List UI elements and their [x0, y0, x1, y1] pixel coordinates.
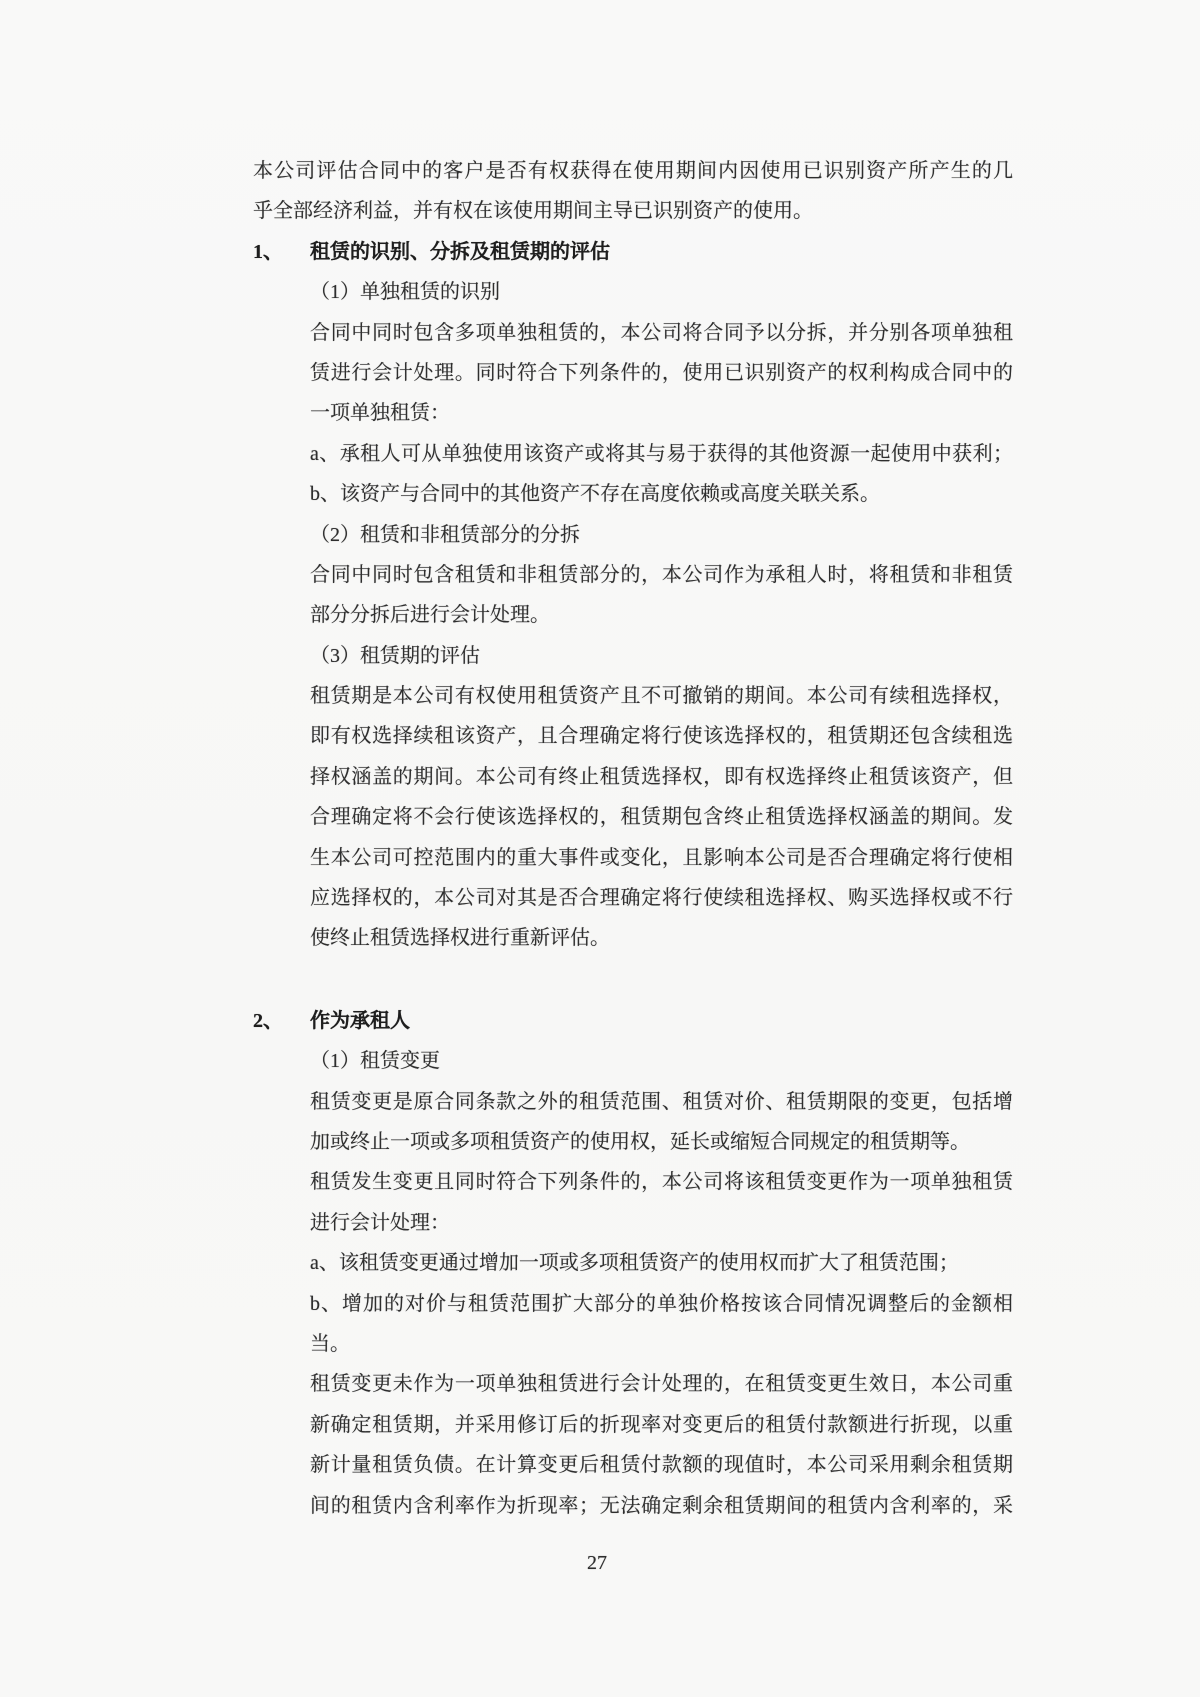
body-line: 新确定租赁期，并采用修订后的折现率对变更后的租赁付款额进行折现，以重	[310, 1413, 1013, 1436]
body-line: 应选择权的，本公司对其是否合理确定将行使续租选择权、购买选择权或不行	[310, 887, 1013, 910]
body-line: 间的租赁内含利率作为折现率；无法确定剩余租赁期间的租赁内含利率的，采	[310, 1494, 1013, 1517]
body-line: 部分分拆后进行会计处理。	[310, 604, 550, 627]
body-line: 使终止租赁选择权进行重新评估。	[310, 927, 610, 950]
section-title: 租赁的识别、分拆及租赁期的评估	[310, 240, 610, 263]
body-line: 即有权选择续租该资产，且合理确定将行使该选择权的，租赁期还包含续租选	[310, 725, 1013, 748]
body-line: 合同中同时包含多项单独租赁的，本公司将合同予以分拆，并分别各项单独租	[310, 321, 1013, 344]
section-1-heading	[253, 232, 1013, 272]
section-title: 作为承租人	[310, 1009, 410, 1032]
body-line: 当。	[310, 1332, 350, 1355]
page-number: 27	[587, 1552, 607, 1574]
section-number: 2、	[253, 1009, 283, 1032]
body-line: 一项单独租赁：	[310, 402, 450, 425]
body-line: 租赁期是本公司有权使用租赁资产且不可撤销的期间。本公司有续租选择权，	[310, 685, 1013, 708]
sub-heading: （2）租赁和非租赁部分的分拆	[310, 523, 580, 546]
body-line: 合同中同时包含租赁和非租赁部分的，本公司作为承租人时，将租赁和非租赁	[310, 563, 1013, 586]
body-line: 加或终止一项或多项租赁资产的使用权，延长或缩短合同规定的租赁期等。	[310, 1130, 970, 1153]
body-line: 租赁变更是原合同条款之外的租赁范围、租赁对价、租赁期限的变更，包括增	[310, 1090, 1013, 1113]
document-body	[253, 151, 1013, 1526]
intro-line: 乎全部经济利益，并有权在该使用期间主导已识别资产的使用。	[253, 200, 813, 223]
section-number: 1、	[253, 240, 283, 263]
body-line: 合理确定将不会行使该选择权的，租赁期包含终止租赁选择权涵盖的期间。发	[310, 806, 1013, 829]
sub-heading: （1）单独租赁的识别	[310, 281, 500, 304]
body-line: 择权涵盖的期间。本公司有终止租赁选择权，即有权选择终止租赁该资产，但	[310, 765, 1013, 788]
intro-line: 本公司评估合同中的客户是否有权获得在使用期间内因使用已识别资产所产生的几	[253, 160, 1013, 182]
section-2-heading	[253, 1001, 1013, 1041]
list-item: b、该资产与合同中的其他资产不存在高度依赖或高度关联关系。	[310, 483, 880, 506]
list-item: b、增加的对价与租赁范围扩大部分的单独价格按该合同情况调整后的金额相	[310, 1292, 1013, 1315]
blank-line	[253, 959, 1013, 1001]
body-line: 进行会计处理：	[310, 1211, 450, 1234]
list-item: a、该租赁变更通过增加一项或多项租赁资产的使用权而扩大了租赁范围；	[310, 1252, 959, 1275]
body-line: 租赁发生变更且同时符合下列条件的，本公司将该租赁变更作为一项单独租赁	[310, 1171, 1013, 1194]
body-line: 租赁变更未作为一项单独租赁进行会计处理的，在租赁变更生效日，本公司重	[310, 1373, 1013, 1396]
body-line: 赁进行会计处理。同时符合下列条件的，使用已识别资产的权利构成合同中的	[310, 361, 1013, 384]
sub-heading: （1）租赁变更	[310, 1050, 440, 1073]
body-line: 新计量租赁负债。在计算变更后租赁付款额的现值时，本公司采用剩余租赁期	[310, 1454, 1013, 1477]
body-line: 生本公司可控范围内的重大事件或变化，且影响本公司是否合理确定将行使相	[310, 846, 1013, 869]
list-item: a、承租人可从单独使用该资产或将其与易于获得的其他资源一起使用中获利；	[310, 442, 1013, 465]
sub-heading: （3）租赁期的评估	[310, 644, 480, 667]
